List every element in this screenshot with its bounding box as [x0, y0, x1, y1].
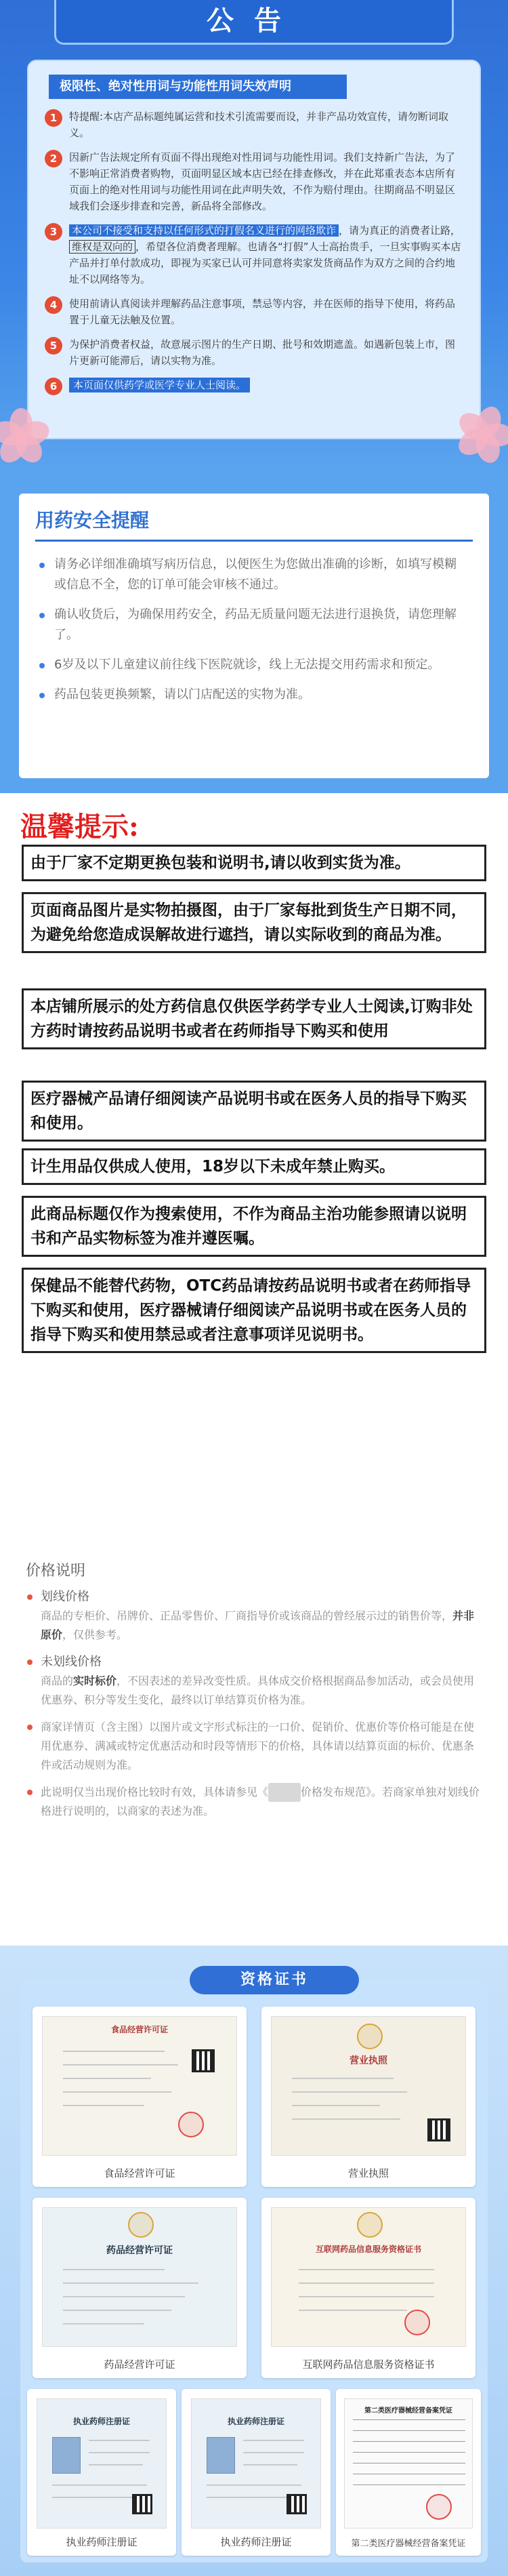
- certificate-image: [344, 2398, 473, 2529]
- announcement-item: [45, 222, 465, 287]
- decorative-flower-icon: [0, 407, 51, 468]
- tips-title: 温馨提示:: [20, 811, 139, 843]
- price-explanation-section: [0, 1552, 508, 1946]
- certificate-head: 营业执照: [350, 2055, 387, 2066]
- qr-code-icon: [192, 2049, 215, 2072]
- announcement-text: 特提醒:本店产品标题纯属运营和技术引流需要而设，并非产品功效宣传，请勿断词取义。: [69, 110, 449, 139]
- certificate-card[interactable]: [27, 2389, 176, 2556]
- detail-price-text: 商家详情页（含主图）以图片或文字形式标注的一口价、促销价、优惠价等价格可能是在使用优惠券、满减或特定优惠活动和时段等情形下的价格，具体请以结算页面的标价、优惠条件或活动规则为准。: [27, 1718, 481, 1775]
- certificate-head: 食品经营许可证: [110, 2025, 168, 2034]
- noline-price-text-a: 商品的: [41, 1674, 74, 1687]
- noline-price-text-c: ，不因表述的差异改变性质。具体成交价格根据商品参加活动，或会员使用优惠券、积分等发生变化，最终以订单结算页价格为准。: [41, 1674, 475, 1706]
- safety-item: 药品包装更换频繁，请以门店配送的实物为准。: [39, 685, 466, 705]
- masked-platform-name: 淘宝网: [268, 1783, 301, 1802]
- seal-icon: [426, 2494, 452, 2520]
- safety-item: 6岁及以下儿童建议前往线下医院就诊，线上无法提交用药需求和预定。: [39, 655, 466, 675]
- tip-box: 页面商品图片是实物拍摄图，由于厂家每批到货生产日期不同，为避免给您造成误解故进行遮挡，请以实际收到的商品为准。: [22, 892, 486, 953]
- line-price-text: [27, 1607, 481, 1645]
- announcement-text: 使用前请认真阅读并理解药品注意事项，禁忌等内容，并在医师的指导下使用，将药品置于儿童无法触及位置。: [69, 298, 456, 326]
- safety-item: 请务必详细准确填写病历信息，以便医生为您做出准确的诊断，如填写模糊或信息不全，您的订单可能会审核不通过。: [39, 555, 466, 595]
- medication-safety-section: [0, 468, 508, 793]
- tip-box: 本店铺所展示的处方药信息仅供医学药学专业人士阅读,订购非处方药时请按药品说明书或者在药师指导下购买和使用: [22, 988, 486, 1049]
- safety-card: [19, 494, 489, 778]
- announcement-text: ，请为真正的消费者让路，: [339, 224, 461, 237]
- announcement-text: 本页面仅供药学或医学专业人士阅读。: [69, 378, 250, 393]
- seal-icon: [404, 2310, 430, 2335]
- qr-code-icon: [427, 2118, 450, 2141]
- line-price-text-c: ，仅供参考。: [62, 1628, 128, 1641]
- announcement-card: [27, 60, 481, 439]
- announcement-item: [45, 336, 465, 369]
- certificate-card[interactable]: [261, 2007, 475, 2187]
- item-number-badge: 3: [45, 223, 62, 241]
- national-emblem-icon: [357, 2212, 383, 2238]
- item-number-badge: 6: [45, 378, 62, 395]
- portrait-photo: [207, 2437, 235, 2474]
- certificate-caption: 食品经营许可证: [104, 2167, 175, 2179]
- certificate-head: 药品经营许可证: [106, 2245, 173, 2256]
- announcement-item: [45, 149, 465, 214]
- noline-price-text: [27, 1672, 481, 1710]
- certificates-frame: [20, 1971, 488, 2562]
- certificate-card[interactable]: [261, 2198, 475, 2378]
- announcement-subtitle: 极限性、绝对性用词与功能性用词失效声明: [49, 75, 347, 99]
- announcement-title: 公告: [54, 0, 454, 45]
- safety-list: [39, 555, 466, 715]
- announcement-section: [0, 0, 508, 468]
- noline-price-emphasis: 实时标价: [73, 1674, 117, 1687]
- announcement-highlight: 本公司不接受和支持以任何形式的打假名义进行的网络欺诈: [69, 224, 339, 237]
- tip-box: 计生用品仅供成人使用，18岁以下未成年禁止购买。: [22, 1148, 486, 1185]
- announcement-item: [45, 296, 465, 328]
- seal-icon: [178, 2112, 204, 2137]
- certificate-caption: 药品经营许可证: [104, 2358, 175, 2371]
- price-title: 价格说明: [26, 1563, 86, 1579]
- certificate-image: [271, 2016, 466, 2156]
- certificate-card[interactable]: [33, 2007, 247, 2187]
- announcement-text: ，希望各位消费者理解。也请各“打假”人士高抬贵手，一旦实事购买本店产品并打单付款成功，即视为买家已认可并同意将卖家发货商品作为双方之间的合约地址不以网络等为。: [69, 241, 461, 285]
- certificate-head: 互联网药品信息服务资格证书: [315, 2245, 421, 2254]
- tip-box: 由于厂家不定期更换包装和说明书,请以收到实货为准。: [22, 845, 486, 881]
- announcement-text: 为保护消费者权益，故意展示图片的生产日期、批号和效期遮盖。如遇新包装上市，图片更新可能滞后，请以实物为准。: [69, 338, 456, 367]
- certificate-head: 执业药师注册证: [72, 2417, 130, 2426]
- safety-title: 用药安全提醒: [35, 509, 150, 531]
- certificate-head: 第二类医疗器械经营备案凭证: [364, 2407, 452, 2415]
- qr-code-icon: [287, 2494, 307, 2514]
- certificate-image: [271, 2207, 466, 2347]
- certificates-section: [0, 1946, 508, 2576]
- certificate-image: [191, 2398, 321, 2529]
- certificate-card[interactable]: [336, 2389, 481, 2556]
- warm-tips-section: [0, 793, 508, 1552]
- divider: [35, 540, 473, 542]
- certificate-card[interactable]: [182, 2389, 331, 2556]
- certificate-caption: 执业药师注册证: [66, 2536, 137, 2548]
- portrait-photo: [52, 2437, 81, 2474]
- price-note-text: [27, 1783, 481, 1821]
- item-number-badge: 1: [45, 109, 62, 127]
- certificate-image: [42, 2207, 237, 2347]
- item-number-badge: 2: [45, 150, 62, 167]
- announcement-item: [45, 377, 465, 393]
- tip-box: 此商品标题仅作为搜索使用，不作为商品主治功能参照请以说明书和产品实物标签为准并遵医嘱。: [22, 1196, 486, 1257]
- tip-box: 保健品不能替代药物，OTC药品请按药品说明书或者在药师指导下购买和使用，医疗器械请仔细阅读产品说明书或在医务人员的指导下购买和使用禁忌或者注意事项详见说明书。: [22, 1268, 486, 1353]
- qr-code-icon: [132, 2494, 152, 2514]
- certificate-caption: 执业药师注册证: [220, 2536, 292, 2548]
- safety-item: 确认收货后，为确保用药安全，药品无质量问题无法进行退换货，请您理解了。: [39, 605, 466, 645]
- tip-box: 医疗器械产品请仔细阅读产品说明书或在医务人员的指导下购买和使用。: [22, 1081, 486, 1142]
- noline-price-heading: 未划线价格: [27, 1653, 481, 1672]
- certificate-caption: 第二类医疗器械经营备案凭证: [351, 2539, 466, 2549]
- certificate-head: 执业药师注册证: [227, 2417, 284, 2426]
- national-emblem-icon: [128, 2212, 154, 2238]
- certificates-banner: 资格证书: [190, 1966, 359, 1994]
- decorative-flower-icon: [454, 404, 508, 465]
- price-note-b: 价格发布规范》。若商家单独对划线价格进行说明的，以商家的表述为准。: [41, 1786, 480, 1817]
- announcement-text: 因新广告法规定所有页面不得出现绝对性用词与功能性用词。我们支持新广告法，为了不影响正常消费者购物，页面明显区域本店已经在排查修改，并在此郑重表态本店所有页面上的绝对性用词与功能性用词在此声明失效，不作为赔付理由。往期商品不明显区域我们会逐步排查和完善，新品将全部修改。: [69, 151, 456, 212]
- line-price-emphasis: 并非原价: [41, 1609, 475, 1641]
- item-number-badge: 4: [45, 296, 62, 314]
- announcement-item: [45, 108, 465, 141]
- certificate-image: [42, 2016, 237, 2156]
- announcement-list: [45, 108, 465, 401]
- item-number-badge: 5: [45, 337, 62, 355]
- line-price-text-a: 商品的专柜价、吊牌价、正品零售价、厂商指导价或该商品的曾经展示过的销售价等，: [41, 1609, 453, 1622]
- certificate-image: [37, 2398, 167, 2529]
- national-emblem-icon: [357, 2024, 383, 2049]
- line-price-heading: 划线价格: [27, 1588, 481, 1607]
- certificate-caption: 互联网药品信息服务资格证书: [302, 2358, 435, 2371]
- announcement-boxed-text: 维权是双向的: [69, 240, 135, 254]
- certificate-caption: 营业执照: [347, 2167, 389, 2179]
- certificate-card[interactable]: [33, 2198, 247, 2378]
- price-note-a: 此说明仅当出现价格比较时有效，具体请参见《: [41, 1786, 269, 1798]
- price-body: [27, 1588, 481, 1821]
